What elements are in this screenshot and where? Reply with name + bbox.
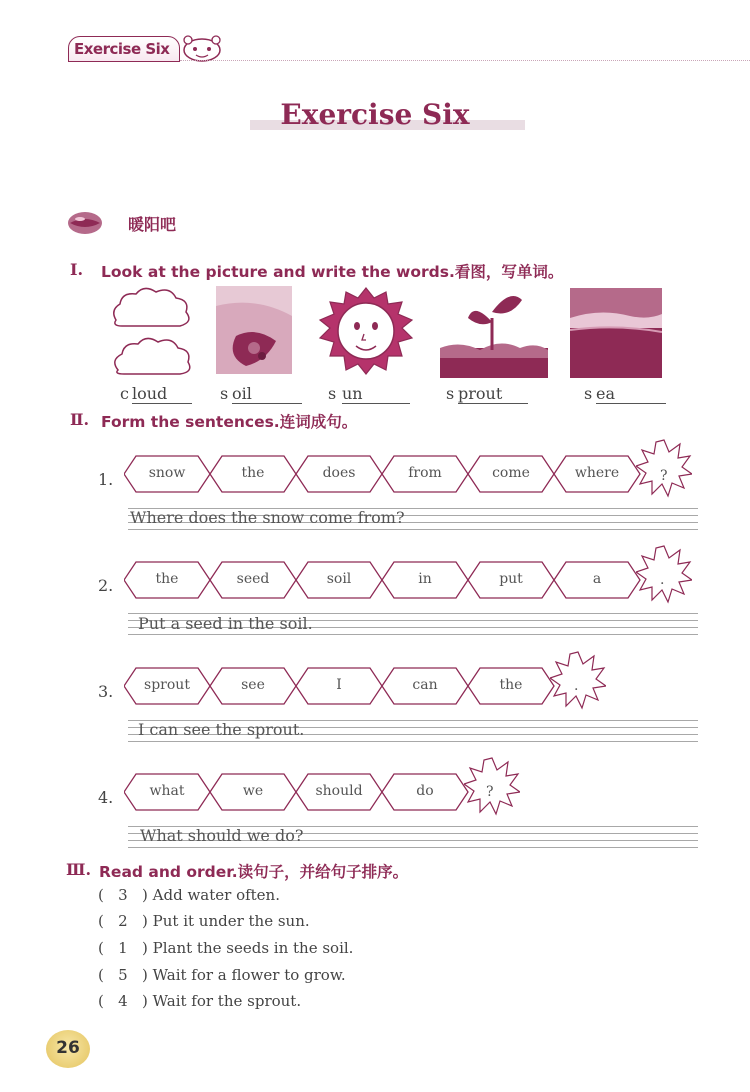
row2-answer[interactable]: Put a seed in the soil. [138, 614, 313, 633]
sprout-picture [440, 288, 548, 378]
row3-number: 3. [98, 682, 114, 701]
word-prefix-5: s [584, 384, 593, 403]
order-text: Put it under the sun. [152, 912, 310, 930]
row1-word: snow [148, 465, 186, 481]
row3-word: can [412, 677, 438, 693]
sun-picture [318, 286, 414, 376]
order-number[interactable]: 5 [118, 966, 128, 984]
word-answer-4[interactable]: prout [458, 384, 528, 404]
row3-word: sprout [144, 677, 190, 693]
order-item-5: ( 4 ) Wait for the sprout. [98, 992, 302, 1010]
row1-punct: ? [660, 468, 668, 484]
order-text: Wait for the sprout. [152, 992, 302, 1010]
order-number[interactable]: 2 [118, 912, 128, 930]
section-label: 暖阳吧 [128, 215, 177, 234]
header-tab-title: Exercise Six [74, 40, 170, 58]
row2-word-shapes [124, 558, 644, 602]
word-answer-2[interactable]: oil [232, 384, 302, 404]
word-prefix-3: s [328, 384, 337, 403]
row2-punct: . [660, 572, 665, 588]
row3-rule [128, 741, 698, 742]
row4-word: should [315, 783, 363, 799]
word-answer-3[interactable]: un [342, 384, 410, 404]
row1-number: 1. [98, 470, 114, 489]
order-text: Add water often. [152, 886, 280, 904]
row4-word: what [149, 783, 185, 799]
row1-word: where [574, 465, 620, 481]
row4-number: 4. [98, 788, 114, 807]
page-number: 26 [56, 1038, 80, 1058]
row2-word: seed [236, 571, 270, 587]
row2-rule [128, 634, 698, 635]
row1-word: does [322, 465, 356, 481]
order-item-4: ( 5 ) Wait for a flower to grow. [98, 966, 346, 984]
order-item-2: ( 2 ) Put it under the sun. [98, 912, 310, 930]
part1-instruction: Look at the picture and write the words.看图，写单词。 [101, 263, 564, 281]
lips-icon [66, 210, 104, 236]
cartoon-face-icon [178, 34, 226, 62]
row1-word: from [408, 465, 442, 481]
row2-word: a [592, 571, 602, 587]
row4-answer[interactable]: What should we do? [140, 826, 304, 845]
row1-word-shapes [124, 452, 644, 496]
row2-word: soil [326, 571, 352, 587]
row1-word: come [492, 465, 530, 481]
order-text: Wait for a flower to grow. [152, 966, 346, 984]
part3-instruction: Read and order.读句子，并给句子排序。 [99, 863, 409, 881]
word-answer-5[interactable]: ea [596, 384, 666, 404]
word-answer-1[interactable]: loud [132, 384, 192, 404]
row2-word: in [418, 571, 432, 587]
order-item-1: ( 3 ) Add water often. [98, 886, 280, 904]
order-number[interactable]: 4 [118, 992, 128, 1010]
row2-word: the [155, 571, 179, 587]
row3-punct: . [574, 678, 579, 694]
row1-answer[interactable]: Where does the snow come from? [130, 508, 405, 527]
order-item-3: ( 1 ) Plant the seeds in the soil. [98, 939, 354, 957]
row2-number: 2. [98, 576, 114, 595]
row3-word: I [336, 677, 342, 693]
header-divider [180, 60, 750, 61]
word-prefix-4: s [446, 384, 455, 403]
row1-rule [128, 529, 698, 530]
order-number[interactable]: 1 [118, 939, 128, 957]
order-number[interactable]: 3 [118, 886, 128, 904]
part3-number: Ⅲ. [66, 860, 92, 879]
cloud-picture [108, 284, 194, 378]
sea-picture [570, 288, 662, 378]
word-prefix-2: s [220, 384, 229, 403]
word-prefix-1: c [120, 384, 129, 403]
part2-number: Ⅱ. [70, 410, 90, 429]
page-title: Exercise Six [280, 98, 470, 131]
row4-rule [128, 847, 698, 848]
row3-word: the [499, 677, 523, 693]
row3-answer[interactable]: I can see the sprout. [138, 720, 305, 739]
soil-hand-picture [216, 286, 292, 374]
row3-word: see [241, 677, 265, 693]
row1-word: the [241, 465, 265, 481]
row4-punct: ? [486, 784, 494, 800]
part1-number: Ⅰ. [70, 260, 84, 279]
part2-instruction: Form the sentences.连词成句。 [101, 413, 358, 431]
row4-word: we [242, 783, 264, 799]
row4-word: do [416, 783, 434, 799]
row2-word: put [499, 571, 523, 587]
order-text: Plant the seeds in the soil. [152, 939, 354, 957]
